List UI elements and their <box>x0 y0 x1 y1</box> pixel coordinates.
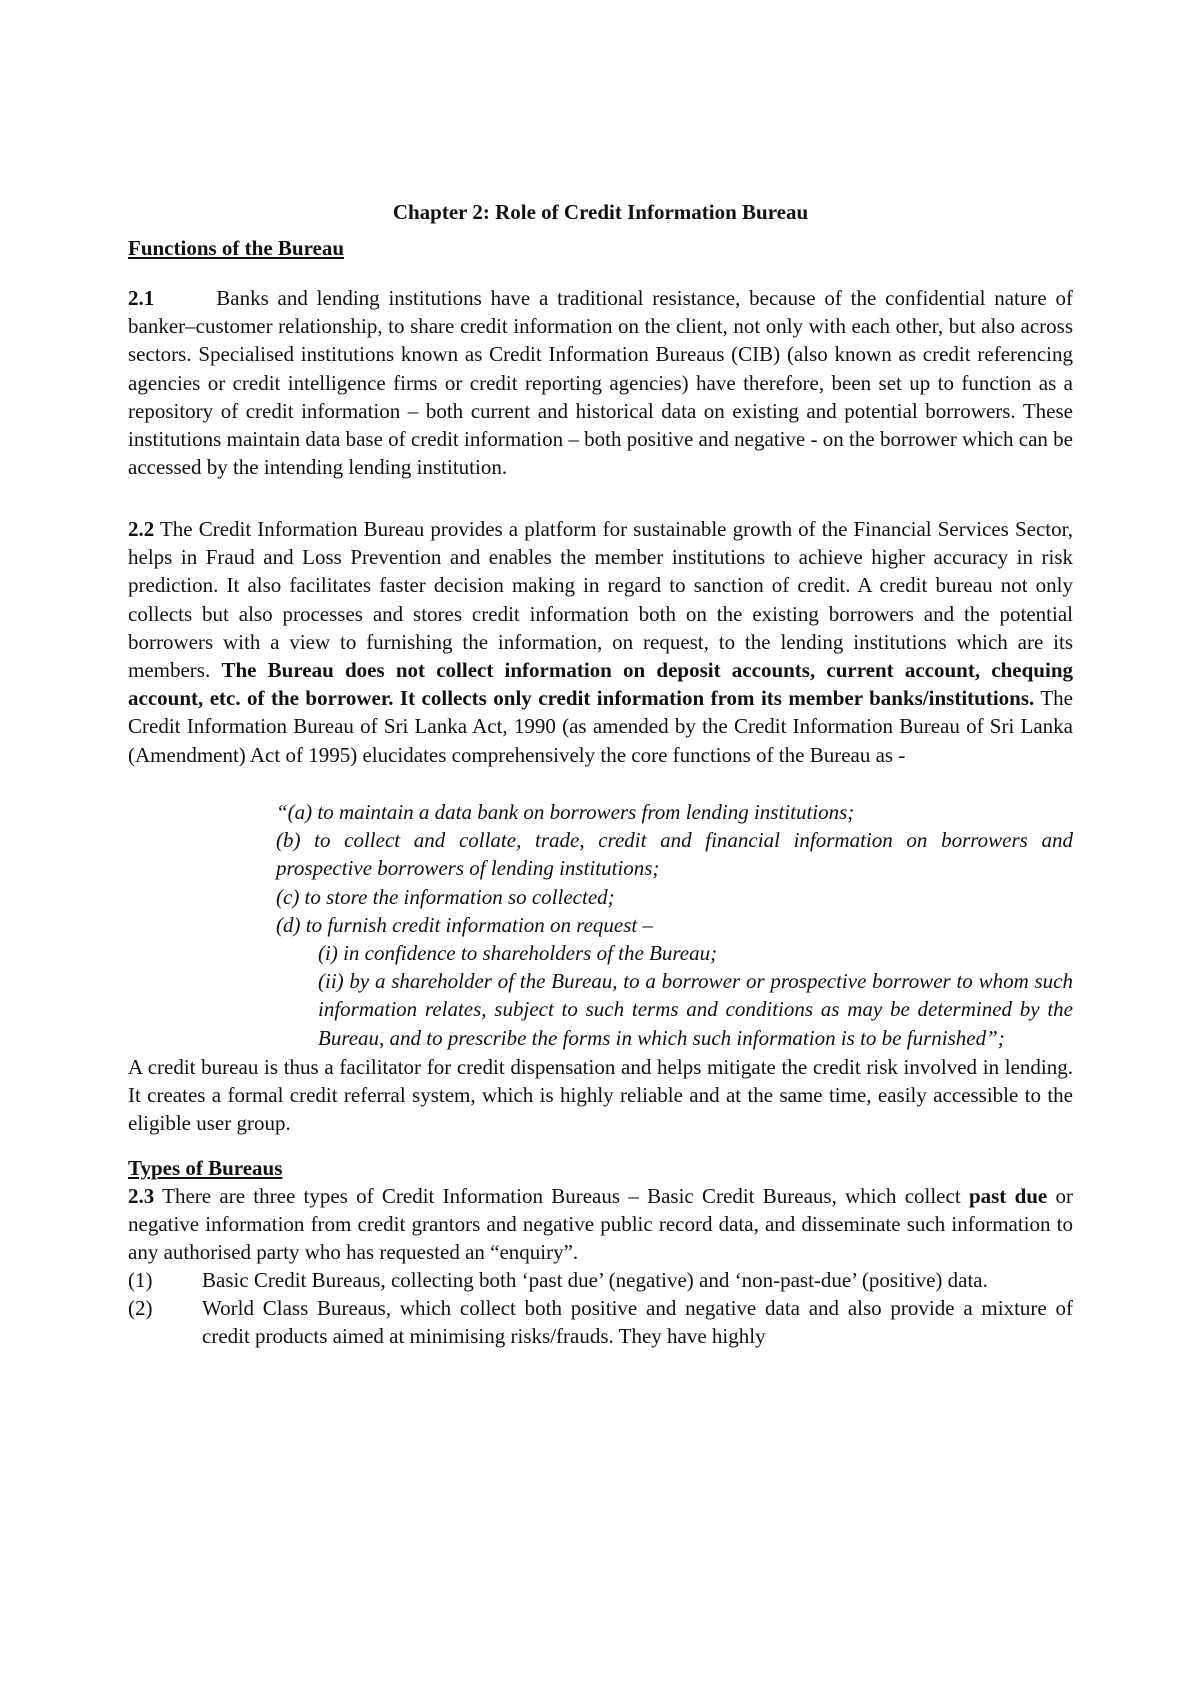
paragraph-after-quote: A credit bureau is thus a facilitator for credit dispensation and helps mitigate the credit risk involved in lending. It creates a formal credit referral system, which is highly reliable and at the same time, easily accessible to the eligible user group. <box>128 1055 1073 1136</box>
paragraph-number: 2.3 <box>128 1184 155 1208</box>
list-item <box>128 1266 1073 1294</box>
quote-item-d-i: (i) in confidence to shareholders of the Bureau; <box>318 941 718 966</box>
paragraph-2-1 <box>128 284 1073 481</box>
list-item-text: World Class Bureaus, which collect both positive and negative data and also provide a mixture of credit products aimed at minimising risks/frauds. They have highly <box>202 1296 1073 1349</box>
act-quote <box>276 798 1073 1052</box>
paragraph-bold-text: past due <box>968 1184 1048 1208</box>
paragraph-2-2 <box>128 515 1073 769</box>
quote-item-b: (b) to collect and collate, trade, credit and financial information on borrowers and prospective borrowers of lending institutions; <box>276 828 1073 881</box>
chapter-title: Chapter 2: Role of Credit Information Bureau <box>392 200 809 224</box>
quote-item-d: (d) to furnish credit information on request – <box>276 912 654 937</box>
paragraph-bold-text: The Bureau does not collect information on deposit accounts, current account, chequing account, etc. of the borrower. It collects only credit information from its member banks/institutions. <box>128 658 1073 711</box>
list-item-text: Basic Credit Bureaus, collecting both ‘past due’ (negative) and ‘non-past-due’ (positive) data. <box>202 1268 988 1292</box>
list-item <box>128 1294 1073 1350</box>
list-item-number: (1) <box>128 1268 153 1292</box>
paragraph-number: 2.1 <box>128 286 155 310</box>
quote-item-c: (c) to store the information so collected; <box>276 884 615 909</box>
paragraph-text: or negative information from credit grantors and negative public record data, and disseminate such information to any authorised party who has requested an “enquiry”. <box>128 1184 1074 1265</box>
bureau-types-list <box>128 1266 1073 1351</box>
quote-item-a: “(a) to maintain a data bank on borrowers from lending institutions; <box>276 800 855 824</box>
paragraph-text: Banks and lending institutions have a traditional resistance, because of the confidential nature of banker–customer relationship, to share credit information on the client, not only with each other, but also across sectors. Specialised institutions known as Credit Information Bureaus (CIB) (also known as credit referencing agencies or credit intelligence firms or credit reporting agencies) have therefore, been set up to function as a repository of credit information – both current and historical data on existing and potential borrowers. These institutions maintain data base of credit information – both positive and negative - on the borrower which can be accessed by the intending lending institution. <box>128 286 1073 480</box>
paragraph-text: The Credit Information Bureau of Sri Lanka Act, 1990 (as amended by the Credit Information Bureau of Sri Lanka (Amendment) Act of 1995) elucidates comprehensively the core functions of the Bureau as - <box>128 686 1073 767</box>
list-item-number: (2) <box>128 1296 153 1321</box>
section-heading-functions: Functions of the Bureau <box>128 236 345 260</box>
section-heading-types: Types of Bureaus <box>128 1156 283 1180</box>
quote-item-d-ii: (ii) by a shareholder of the Bureau, to a borrower or prospective borrower to whom such information relates, subject to such terms and conditions as may be determined by the Bureau, and to prescribe the forms in which such information is to be furnished”; <box>318 969 1073 1050</box>
paragraph-text: The Credit Information Bureau provides a platform for sustainable growth of the Financial Services Sector, helps in Fraud and Loss Prevention and enables the member institutions to achieve higher accuracy in risk prediction. It also facilitates faster decision making in regard to sanction of credit. A credit bureau not only collects but also processes and stores credit information both on the existing borrowers and the potential borrowers with a view to furnishing the information, on request, to the lending institutions which are its members. <box>128 517 1073 683</box>
paragraph-2-3 <box>128 1182 1073 1267</box>
paragraph-number: 2.2 <box>128 517 155 541</box>
paragraph-text: There are three types of Credit Information Bureaus – Basic Credit Bureaus, which collect <box>162 1184 961 1208</box>
